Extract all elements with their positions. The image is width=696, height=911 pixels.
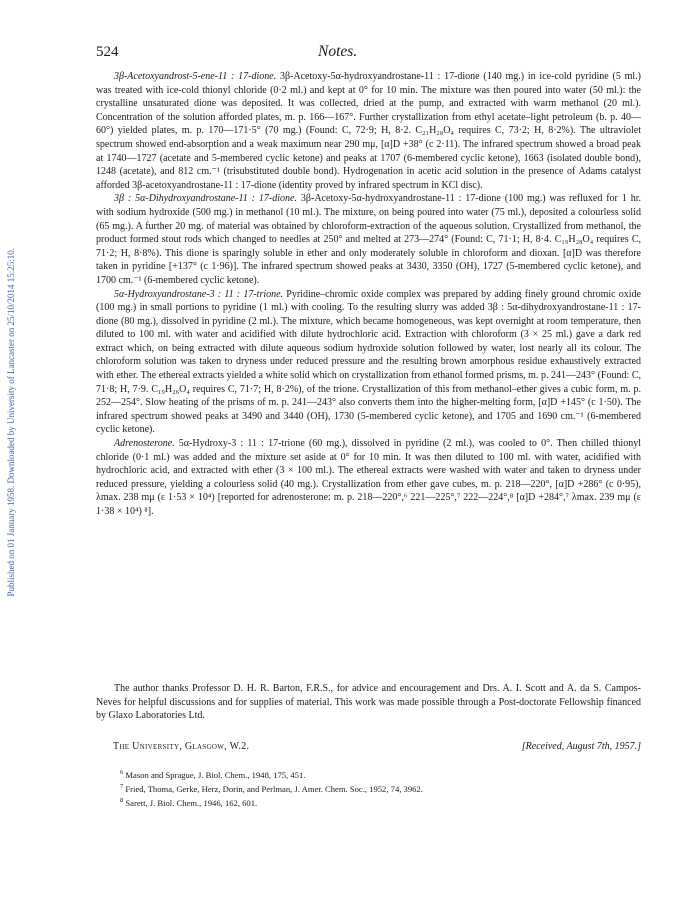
acknowledgement-text: The author thanks Professor D. H. R. Barton, F.R.S., for advice and encouragement and Drs. A. I. Scott and A. da S. Campos-Neves for helpful discussions and for supplies of material. This work was made possible through a Post-doctorate Fellowship financed by Glaxo Laboratories Ltd. [96,683,641,722]
footnote [120,781,640,795]
affiliation-row [113,741,641,752]
affiliation: The University, Glasgow, W.2. [113,741,250,752]
footnote-text: Mason and Sprague, J. Biol. Chem., 1948, 175, 451. [125,769,306,780]
compound-heading: 3β-Acetoxyandrost-5-ene-11 : 17-dione. [114,71,277,82]
footnotes [120,767,640,809]
publication-side-note[interactable] [3,172,19,672]
footnote-number: 6 [120,769,124,776]
paragraph-text: 3β-Acetoxy-5α-hydroxyandrostane-11 : 17-dione (100 mg.) was refluxed for 1 hr. with sodium hydroxide (500 mg.) in methanol (10 ml.). The mixture, on being poured into water (75 ml.), deposited a colourless solid (65 mg.). A further 20 mg. of material was obtained by chloroform-extraction of the aqueous solution. Crystallized from methanol, the product formed stout rods which changed to needles at 250° and melted at 273—274° (Found: C, 71·1; H, 8·4. C₁₉H₂₈O₄ requires C, 71·2; H, 8·8%). This dione is sparingly soluble in ether and only moderately soluble in chloroform and dioxan. [α]D was therefore taken in pyridine [+137° (c 1·96)]. The infrared spectrum showed peaks at 3430, 3350 (OH), 1727 (5-membered cyclic ketone), and 1700 cm.⁻¹ (6-membered cyclic ketone). [96,193,641,286]
footnote [120,795,640,809]
footnote-text: Sarett, J. Biol. Chem., 1946, 162, 601. [125,797,258,808]
compound-heading: 3β : 5α-Dihydroxyandrostane-11 : 17-dione. [114,193,297,205]
section-title: Notes. [318,43,358,60]
article-body [96,70,641,519]
compound-heading: 5α-Hydroxyandrostane-3 : 11 : 17-trione. [114,288,284,300]
footnote-number: 8 [120,796,124,804]
footnote [120,767,640,781]
paragraph-adrenosterone [96,437,641,519]
compound-heading: Adrenosterone. [114,438,175,450]
acknowledgement [96,682,641,723]
side-note-text[interactable]: Published on 01 January 1958. Downloaded by University of Lancaster on 25/10/2014 15:25:10. [6,247,16,597]
page-number: 524 [96,44,119,60]
paragraph-acetoxyandrostene [96,70,641,192]
footnote-number: 7 [120,782,124,790]
paragraph-text: 3β-Acetoxy-5α-hydroxyandrostane-11 : 17-dione (140 mg.) in ice-cold pyridine (5 ml.) was treated with ice-cold thionyl chloride (0·2 ml.) and kept at 0° for 10 min. The mixture was then poured into water (50 ml.): the crystalline unsaturated dione was deposited. It was collected, dried at the pump, and extracted with warm methanol (20 ml.). Concentration of the solution afforded plates, m. p. 166—167°. Further crystallization from ethyl acetate–light petroleum (b. p. 40—60°) yielded plates, m. p. 170—171·5° (70 mg.) (Found: C, 72·9; H, 8·2. C₂₁H₂₈O₄ requires C, 73·2; H, 8·2%). The ultraviolet spectrum showed end-absorption and a weak maximum near 290 mμ, [α]D +38° (c 2·11). The infrared spectrum showed a broad peak at 1740—1727 (acetate and 5-membered cyclic ketone) and peaks at 1707 (6-membered cyclic ketone), 1663 (isolated double bond), 1248 (acetate), and 812 cm.⁻¹ (trisubstituted double bond). Hydrogenation in acetic acid solution in the presence of Adams catalyst afforded 3β-acetoxyandrostane-11 : 17-dione (identity proved by infrared spectrum in KCl disc). [96,71,641,191]
footnote-text: Fried, Thoma, Gerke, Herz, Dorin, and Perlman, J. Amer. Chem. Soc., 1952, 74, 3962. [125,783,423,794]
received-date: [Received, August 7th, 1957.] [521,741,641,752]
paragraph-text: Pyridine–chromic oxide complex was prepared by adding finely ground chromic oxide (100 mg.) in small portions to pyridine (1 ml.) with cooling. To the resulting slurry was added 3β : 5α-dihydroxyandrostane-11 : 17-dione (80 mg.), dissolved in pyridine (2 ml.). The mixture, which became homogeneous, was kept overnight at room temperature, then diluted to 100 ml. with water and acidified with dilute hydrochloric acid. Extraction with chloroform (3 × 25 ml.) gave a dark red extract which, on being extracted with dilute aqueous sodium hydroxide solution followed by water, lost nearly all its colour. The chloroform solution was taken to dryness under reduced pressure and the resulting brown amorphous residue exhaustively extracted with ether. The ethereal extracts yielded a white solid which on crystallization from ethanol formed prisms, m. p. 241—243° (Found: C, 71·8; H, 7·9. C₁₉H₂₆O₄ requires C, 71·7; H, 8·2%), of the trione. Crystallization of this from methanol–ether gives a cubic form, m. p. 252—254°. Slow heating of the prisms of m. p. 241—243° also converts them into the higher-melting form, [α]D +145° (c 1·50). The infrared spectrum showed peaks at 3490 and 3440 (OH), 1730 (5-membered cyclic ketone), and 1705 and 1690 cm.⁻¹ (6-membered cyclic ketone). [96,288,642,436]
paragraph-dihydroxyandrostane [96,192,641,287]
paragraph-hydroxyandrostane-trione [96,288,641,438]
paragraph-text: 5α-Hydroxy-3 : 11 : 17-trione (60 mg.), dissolved in pyridine (2 ml.), was cooled to 0°. Then chilled thionyl chloride (0·1 ml.) was added and the mixture set aside at 0° for 10 min. It was then diluted to 100 ml. with water, acidified with hydrochloric acid, and extracted with ether (3 × 100 ml.). The ethereal extracts were washed with water and taken to dryness under reduced pressure, yielding a colourless solid (40 mg.). Crystallization from ether gave cubes, m. p. 218—220°, [α]D +286° (c 0·95), λmax. 238 mμ (ε 1·53 × 10⁴) [reported for adrenosterone: m. p. 218—220°,⁶ 221—225°,⁷ 222—224°,⁸ [α]D +284°,⁷ λmax. 239 mμ (ε 1·38 × 10⁴) ⁸]. [96,438,641,517]
